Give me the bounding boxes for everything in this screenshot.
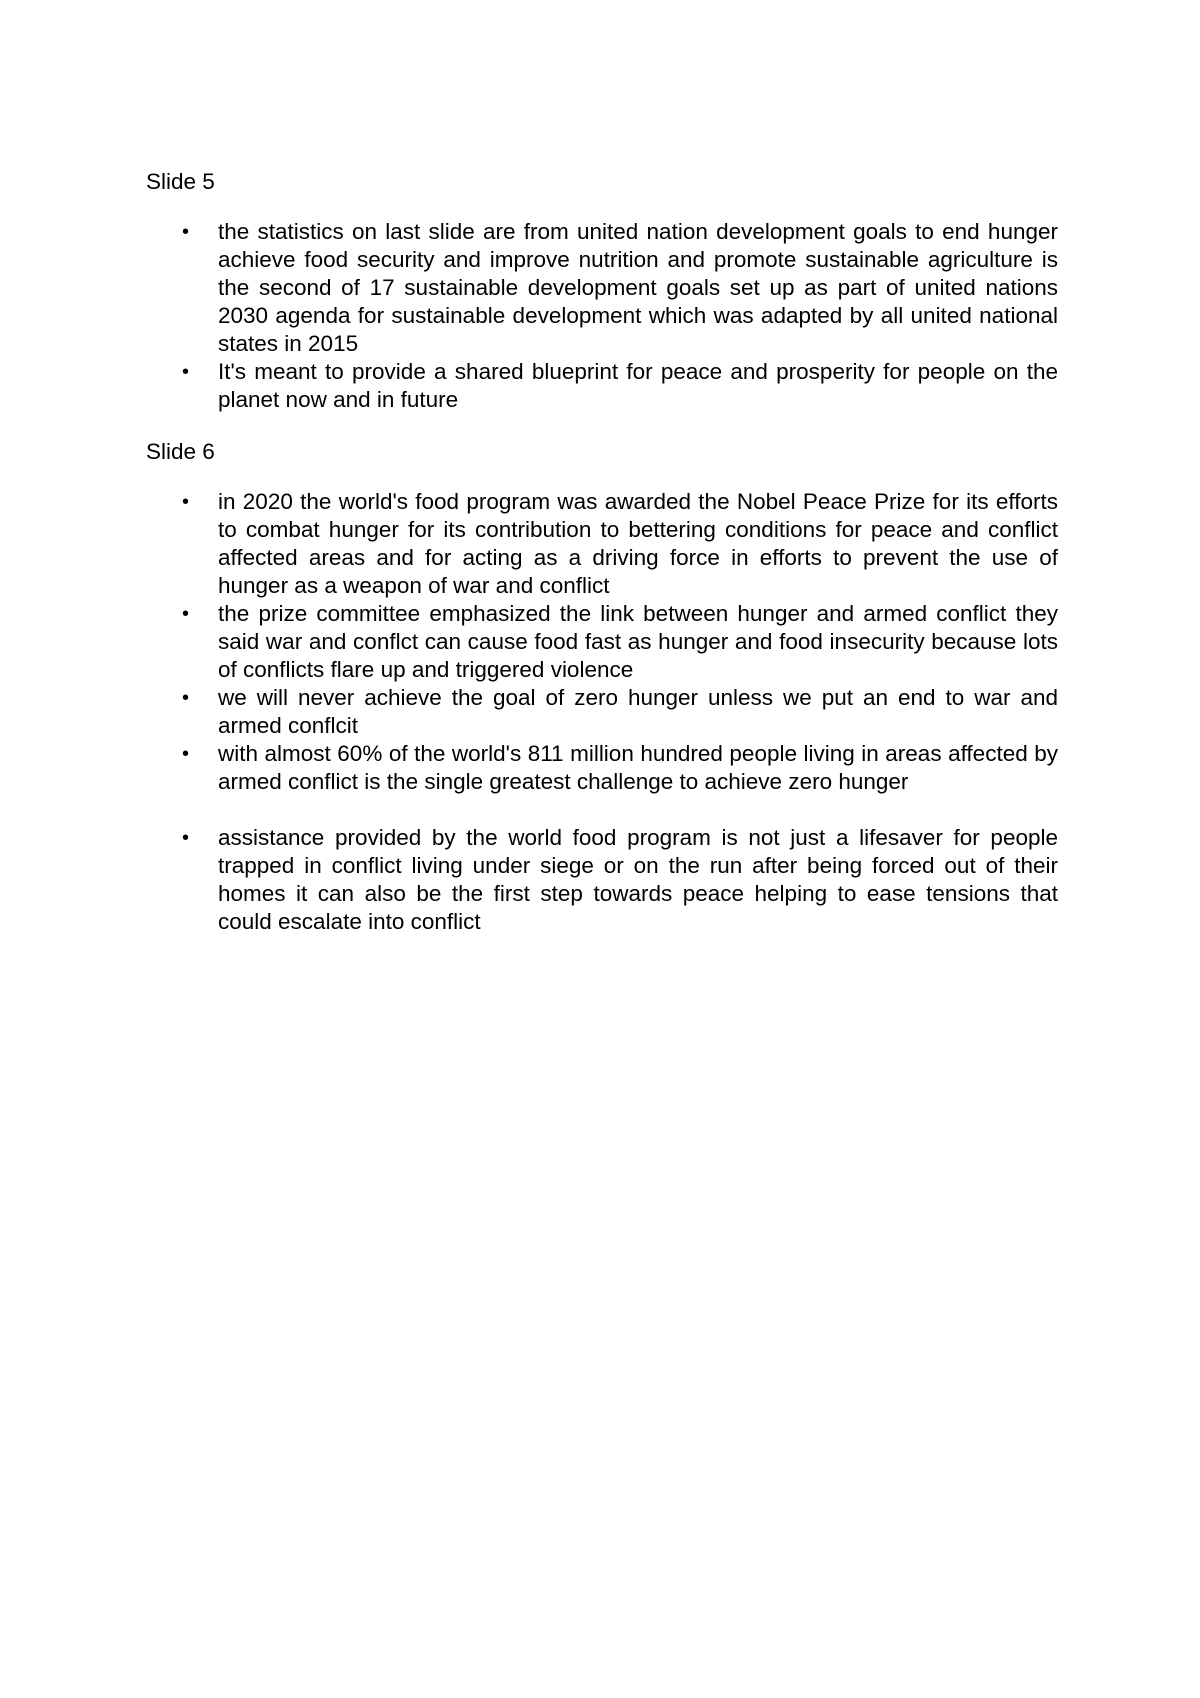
document-content: [146, 168, 1058, 936]
bullet-item: [146, 740, 1058, 796]
bullet-item: [146, 600, 1058, 684]
bullet-item: [146, 488, 1058, 600]
bullet-text: assistance provided by the world food program is not just a lifesaver for people trapped in conflict living under siege or on the run after being forced out of their homes it can also be the first step towards peace helping to ease tensions that could escalate into conflict: [218, 825, 1058, 934]
bullet-text: with almost 60% of the world's 811 million hundred people living in areas affected by armed conflict is the single greatest challenge to achieve zero hunger: [218, 741, 1058, 794]
bullet-item: [146, 684, 1058, 740]
slide-heading: Slide 5: [146, 169, 215, 194]
bullet-icon: •: [182, 827, 190, 849]
bullet-text: the prize committee emphasized the link between hunger and armed conflict they said war and conflct can cause food fast as hunger and food insecurity because lots of conflicts flare up and triggered violence: [218, 601, 1058, 682]
bullet-icon: •: [182, 361, 190, 383]
bullet-item: [146, 824, 1058, 936]
slide-5-notes: [146, 168, 1058, 414]
bullet-icon: •: [182, 743, 190, 765]
bullet-text: in 2020 the world's food program was awarded the Nobel Peace Prize for its efforts to combat hunger for its contribution to bettering conditions for peace and conflict affected areas and for acting as a driving force in efforts to prevent the use of hunger as a weapon of war and conflict: [218, 489, 1058, 598]
bullet-item: [146, 218, 1058, 358]
bullet-list: [146, 488, 1058, 936]
slide-heading: Slide 6: [146, 439, 215, 464]
bullet-text: the statistics on last slide are from united nation development goals to end hunger achieve food security and improve nutrition and promote sustainable agriculture is the second of 17 sustainable development goals set up as part of united nations 2030 agenda for sustainable development which was adapted by all united national states in 2015: [218, 219, 1058, 356]
bullet-icon: •: [182, 603, 190, 625]
bullet-list: [146, 218, 1058, 414]
bullet-text: It's meant to provide a shared blueprint for peace and prosperity for people on the planet now and in future: [218, 359, 1058, 412]
bullet-icon: •: [182, 687, 190, 709]
slide-6-notes: [146, 438, 1058, 936]
bullet-item: [146, 358, 1058, 414]
bullet-icon: •: [182, 491, 190, 513]
bullet-text: we will never achieve the goal of zero hunger unless we put an end to war and armed conflcit: [218, 685, 1058, 738]
bullet-icon: •: [182, 221, 190, 243]
